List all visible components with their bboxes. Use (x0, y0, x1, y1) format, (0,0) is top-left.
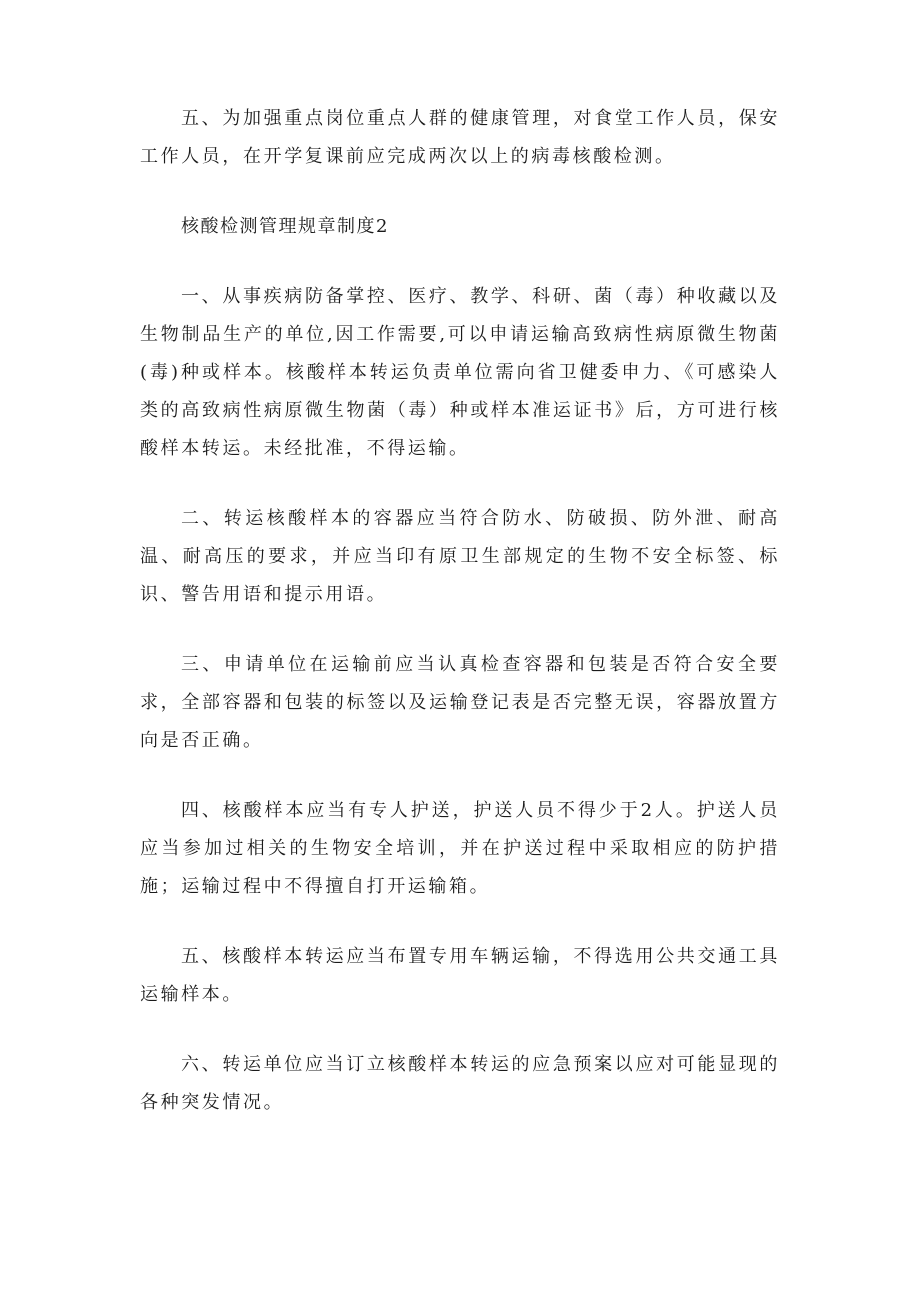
intro-paragraph: 五、为加强重点岗位重点人群的健康管理，对食堂工作人员，保安工作人员，在开学复课前应完成两次以上的病毒核酸检测。 (140, 108, 780, 167)
paragraph-4: 四、核酸样本应当有专人护送，护送人员不得少于2人。护送人员应当参加过相关的生物安全培训，并在护送过程中采取相应的防护措施；运输过程中不得擅自打开运输箱。 (140, 800, 780, 897)
paragraph-2: 二、转运核酸样本的容器应当符合防水、防破损、防外泄、耐高温、耐高压的要求，并应当印有原卫生部规定的生物不安全标签、标识、警告用语和提示用语。 (140, 508, 780, 605)
paragraph-5: 五、核酸样本转运应当布置专用车辆运输，不得选用公共交通工具运输样本。 (140, 946, 780, 1005)
section-title: 核酸检测管理规章制度2 (181, 216, 389, 237)
paragraph-3: 三、申请单位在运输前应当认真检查容器和包装是否符合安全要求，全部容器和包装的标签以及运输登记表是否完整无误，容器放置方向是否正确。 (140, 654, 780, 751)
document-body (140, 100, 780, 1154)
paragraph-1: 一、从事疾病防备掌控、医疗、教学、科研、菌（毒）种收藏以及生物制品生产的单位,因工作需要,可以申请运输高致病性病原微生物菌(毒)种或样本。核酸样本转运负责单位需向省卫健委申力、《可感染人类的高致病性病原微生物菌（毒）种或样本准运证书》后，方可进行核酸样本转运。未经批准，不得运输。 (140, 286, 780, 459)
paragraph-6: 六、转运单位应当订立核酸样本转运的应急预案以应对可能显现的各种突发情况。 (140, 1054, 780, 1113)
